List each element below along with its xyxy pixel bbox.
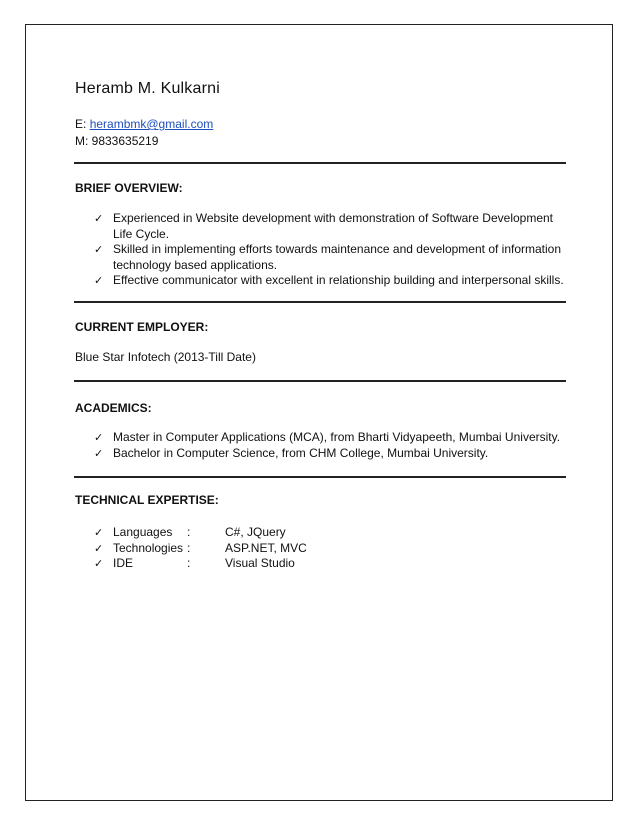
overview-item-text: Effective communicator with excellent in relationship building and interpersonal skills. [113,273,564,287]
list-item [94,273,564,289]
checkmark-icon: ✓ [94,557,104,570]
checkmark-icon: ✓ [94,212,104,225]
checkmark-icon: ✓ [94,274,104,287]
employer-value: Blue Star Infotech (2013-Till Date) [75,350,256,364]
academics-item-text: Master in Computer Applications (MCA), from Bharti Vidyapeeth, Mumbai University. [113,430,561,444]
overview-item-text: Skilled in implementing efforts towards maintenance and development of information technology based applications. [113,242,562,272]
list-item [94,242,564,273]
section-divider [74,162,566,164]
checkmark-icon: ✓ [94,541,104,555]
skill-separator: : [187,540,191,555]
academics-list [94,430,564,461]
mobile-line: M: 9833635219 [75,134,159,148]
skill-value: C#, JQuery [225,525,286,539]
section-divider [74,476,566,478]
checkmark-icon: ✓ [94,526,104,539]
skill-separator: : [187,525,191,539]
skill-value: ASP.NET, MVC [225,540,307,555]
candidate-name: Heramb M. Kulkarni [75,80,220,97]
checkmark-icon: ✓ [94,243,104,256]
skill-value: Visual Studio [225,556,295,570]
email-prefix: E: [75,117,87,131]
overview-list [94,211,564,289]
employer-heading: CURRENT EMPLOYER: [75,320,209,334]
skill-label: Languages [113,525,173,539]
overview-heading: BRIEF OVERVIEW: [75,181,183,195]
email-link[interactable]: herambmk@gmail.com [89,117,214,131]
technical-heading: TECHNICAL EXPERTISE: [75,493,219,507]
academics-item-text: Bachelor in Computer Science, from CHM College, Mumbai University. [113,445,489,460]
checkmark-icon: ✓ [94,431,104,444]
list-item [94,211,564,242]
list-item [94,556,564,572]
skill-label: IDE [113,556,134,570]
overview-item-text: Experienced in Website development with demonstration of Software Development Life Cycle. [113,211,554,241]
section-divider [74,380,566,382]
email-line [75,117,213,131]
list-item [94,525,564,541]
section-divider [74,301,566,303]
technical-list [94,525,564,572]
academics-heading: ACADEMICS: [75,401,152,415]
list-item [94,430,564,446]
skill-label: Technologies [113,540,184,555]
checkmark-icon: ✓ [94,446,104,460]
list-item [94,541,564,557]
list-item [94,446,564,462]
skill-separator: : [187,556,191,570]
